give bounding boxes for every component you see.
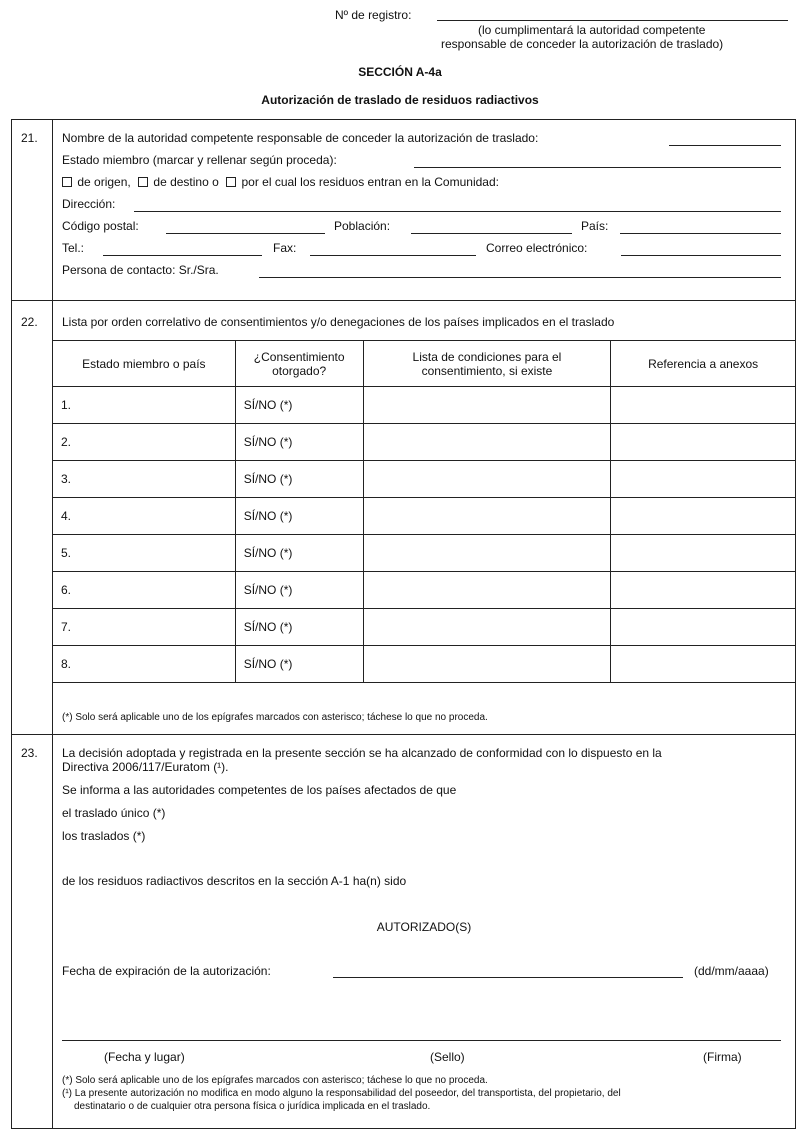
transit-checkbox[interactable] [226, 177, 236, 187]
signature-caption: (Firma) [703, 1050, 742, 1064]
col-consent: ¿Consentimiento otorgado? [235, 341, 363, 387]
section-title: SECCIÓN A-4a [358, 65, 442, 79]
date-place-caption: (Fecha y lugar) [104, 1050, 185, 1064]
inform-text: Se informa a las autoridades competentes de los países afectados de que [62, 783, 457, 797]
footnote-1: (¹) La presente autorización no modifica en modo alguno la responsabilidad del poseedor, del transportista, del propietario, del [62, 1088, 621, 1099]
address-field[interactable] [134, 211, 781, 212]
date-format: (dd/mm/aaaa) [694, 964, 769, 978]
consent-value[interactable]: SÍ/NO (*) [235, 609, 363, 646]
annex-ref-cell[interactable] [611, 498, 796, 535]
table-footnote: (*) Solo será aplicable uno de los epígrafes marcados con asterisco; táchese lo que no proceda. [62, 712, 488, 723]
consent-value[interactable]: SÍ/NO (*) [235, 646, 363, 683]
option-shipments[interactable]: los traslados (*) [62, 829, 146, 843]
registry-note-2: responsable de conceder la autorización de traslado) [441, 37, 724, 51]
country-field[interactable] [620, 233, 781, 234]
contact-label: Persona de contacto: Sr./Sra. [62, 263, 219, 277]
conditions-cell[interactable] [363, 609, 611, 646]
tel-label: Tel.: [62, 241, 85, 255]
option-single-shipment[interactable]: el traslado único (*) [62, 806, 166, 820]
section-23-number: 23. [21, 746, 38, 760]
footnote-1-cont: destinatario o de cualquier otra persona física o jurídica implicada en el traslado. [74, 1101, 431, 1112]
annex-ref-cell[interactable] [611, 424, 796, 461]
consent-value[interactable]: SÍ/NO (*) [235, 572, 363, 609]
authority-label: Nombre de la autoridad competente responsable de conceder la autorización de traslado: [62, 131, 539, 145]
authority-field[interactable] [669, 145, 781, 146]
table-row [53, 424, 796, 461]
row-number: 3. [53, 461, 236, 498]
contact-field[interactable] [259, 277, 781, 278]
table-row [53, 498, 796, 535]
conditions-cell[interactable] [363, 535, 611, 572]
consent-table [52, 340, 796, 683]
row-number: 2. [53, 424, 236, 461]
annex-ref-cell[interactable] [611, 609, 796, 646]
annex-ref-cell[interactable] [611, 535, 796, 572]
row-number: 6. [53, 572, 236, 609]
row-number: 1. [53, 387, 236, 424]
table-header-row [53, 341, 796, 387]
fax-field[interactable] [310, 255, 476, 256]
city-field[interactable] [411, 233, 572, 234]
conditions-cell[interactable] [363, 498, 611, 535]
divider-21-22 [11, 300, 796, 301]
col-annex-ref: Referencia a anexos [611, 341, 796, 387]
conditions-cell[interactable] [363, 424, 611, 461]
divider-22-23 [11, 734, 796, 735]
postal-label: Código postal: [62, 219, 139, 233]
destination-checkbox[interactable] [138, 177, 148, 187]
conditions-cell[interactable] [363, 461, 611, 498]
table-row [53, 461, 796, 498]
section-22-number: 22. [21, 315, 38, 329]
table-row [53, 609, 796, 646]
page-title: Autorización de traslado de residuos radiactivos [261, 93, 539, 107]
origin-checkbox[interactable] [62, 177, 72, 187]
decision-text-1: La decisión adoptada y registrada en la presente sección se ha alcanzado de conformidad con lo dispuesto en la [62, 746, 662, 760]
registry-label: Nº de registro: [335, 8, 412, 22]
consent-value[interactable]: SÍ/NO (*) [235, 387, 363, 424]
waste-described-text: de los residuos radiactivos descritos en la sección A-1 ha(n) sido [62, 874, 407, 888]
email-label: Correo electrónico: [486, 241, 588, 255]
footnote-asterisk: (*) Solo será aplicable uno de los epígrafes marcados con asterisco; táchese lo que no proceda. [62, 1075, 488, 1086]
consent-list-intro: Lista por orden correlativo de consentimientos y/o denegaciones de los países implicados en el traslado [62, 315, 615, 329]
table-row [53, 535, 796, 572]
conditions-cell[interactable] [363, 646, 611, 683]
city-label: Población: [334, 219, 391, 233]
registry-field[interactable] [437, 20, 788, 21]
consent-value[interactable]: SÍ/NO (*) [235, 535, 363, 572]
consent-value[interactable]: SÍ/NO (*) [235, 461, 363, 498]
col-member-state: Estado miembro o país [53, 341, 236, 387]
section-21-number: 21. [21, 131, 38, 145]
email-field[interactable] [621, 255, 781, 256]
address-label: Dirección: [62, 197, 116, 211]
origin-label: de origen, [77, 175, 131, 189]
member-state-field[interactable] [414, 167, 781, 168]
decision-text-2: Directiva 2006/117/Euratom (¹). [62, 760, 229, 774]
member-state-label: Estado miembro (marcar y rellenar según proceda): [62, 153, 337, 167]
postal-field[interactable] [166, 233, 325, 234]
row-number: 5. [53, 535, 236, 572]
consent-value[interactable]: SÍ/NO (*) [235, 424, 363, 461]
expiry-label: Fecha de expiración de la autorización: [62, 964, 271, 978]
tel-field[interactable] [103, 255, 262, 256]
fax-label: Fax: [273, 241, 297, 255]
authorized-text: AUTORIZADO(S) [376, 920, 472, 934]
seal-caption: (Sello) [430, 1050, 465, 1064]
registry-note-1: (lo cumplimentará la autoridad competente [478, 23, 706, 37]
expiry-date-field[interactable] [333, 977, 683, 978]
country-label: País: [581, 219, 609, 233]
transit-label: por el cual los residuos entran en la Comunidad: [241, 175, 499, 189]
col-conditions: Lista de condiciones para el consentimiento, si existe [363, 341, 611, 387]
table-row [53, 646, 796, 683]
row-number: 4. [53, 498, 236, 535]
consent-value[interactable]: SÍ/NO (*) [235, 498, 363, 535]
annex-ref-cell[interactable] [611, 461, 796, 498]
annex-ref-cell[interactable] [611, 572, 796, 609]
row-number: 8. [53, 646, 236, 683]
member-state-options [62, 175, 499, 189]
conditions-cell[interactable] [363, 387, 611, 424]
annex-ref-cell[interactable] [611, 646, 796, 683]
row-number: 7. [53, 609, 236, 646]
conditions-cell[interactable] [363, 572, 611, 609]
table-row [53, 387, 796, 424]
annex-ref-cell[interactable] [611, 387, 796, 424]
table-row [53, 572, 796, 609]
destination-label: de destino o [153, 175, 219, 189]
signature-line[interactable] [62, 1040, 781, 1041]
